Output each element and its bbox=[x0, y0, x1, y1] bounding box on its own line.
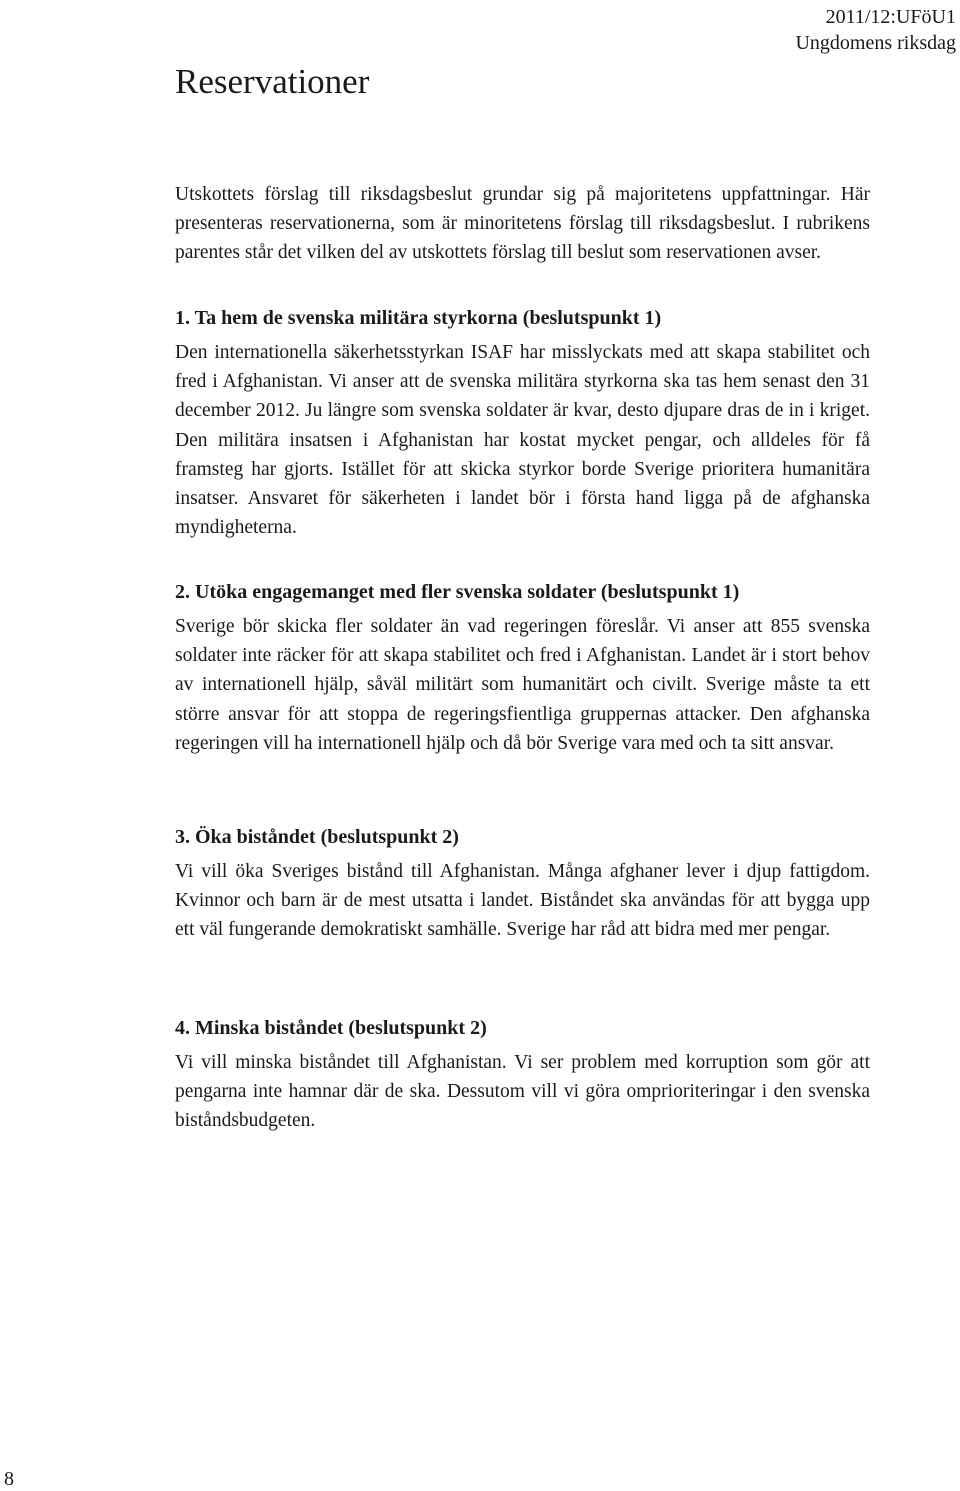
document-id: 2011/12:UFöU1 bbox=[825, 6, 956, 28]
document-header bbox=[795, 4, 956, 56]
reservation-body: Den internationella säkerhetsstyrkan ISAF har misslyckats med att skapa stabilitet och fred i Afghanistan. Vi anser att de svenska militära styrkorna ska tas hem senast den 31 december 2012. Ju längre som svenska soldater är kvar, desto djupare dras de in i kriget. Den militära insatsen i Afghanistan har kostat mycket pengar, och alldeles för få framsteg har gjorts. Istället för att skicka styrkor borde Sverige prioritera humanitära insatser. Ansvaret för säkerheten i landet bör i första hand ligga på de afghanska myndigheterna. bbox=[175, 342, 870, 539]
reservation-heading: 2. Utöka engagemanget med fler svenska soldater (beslutspunkt 1) bbox=[175, 581, 740, 603]
reservation-body: Sverige bör skicka fler soldater än vad regeringen föreslår. Vi anser att 855 svenska soldater inte räcker för att skapa stabilitet och fred i Afghanistan. Landet är i stort behov av internationell hjälp, såväl militärt som humanitärt och civilt. Sverige måste ta ett större ansvar för att stoppa de regeringsfientliga gruppernas attacker. Den afghanska regeringen vill ha internationell hjälp och då bör Sverige vara med och ta sitt ansvar. bbox=[175, 616, 870, 754]
reservation-3 bbox=[175, 823, 870, 945]
reservation-heading: 1. Ta hem de svenska militära styrkorna (beslutspunkt 1) bbox=[175, 307, 662, 329]
reservation-2 bbox=[175, 578, 870, 758]
reservation-heading: 3. Öka biståndet (beslutspunkt 2) bbox=[175, 826, 459, 848]
organization-name: Ungdomens riksdag bbox=[795, 32, 956, 54]
intro-paragraph: Utskottets förslag till riksdagsbeslut grundar sig på majoritetens uppfattningar. Här presenteras reservationerna, som är minoritetens förslag till riksdagsbeslut. I rubrikens parentes står det vilken del av utskottets förslag till beslut som reservationen avser. bbox=[175, 184, 870, 263]
page-number: 8 bbox=[4, 1468, 14, 1490]
reservation-body: Vi vill öka Sveriges bistånd till Afghanistan. Många afghaner lever i djup fattigdom. Kvinnor och barn är de mest utsatta i landet. Biståndet ska användas för att bygga upp ett väl fungerande demokratiskt samhälle. Sverige har råd att bidra med mer pengar. bbox=[175, 861, 870, 941]
reservation-body: Vi vill minska biståndet till Afghanistan. Vi ser problem med korruption som gör att pengarna inte hamnar där de ska. Dessutom vill vi göra omprioriteringar i den svenska biståndsbudgeten. bbox=[175, 1052, 870, 1132]
page-title: Reservationer bbox=[175, 62, 370, 101]
reservation-4 bbox=[175, 1014, 870, 1136]
reservation-heading: 4. Minska biståndet (beslutspunkt 2) bbox=[175, 1017, 487, 1039]
reservation-1 bbox=[175, 304, 870, 542]
